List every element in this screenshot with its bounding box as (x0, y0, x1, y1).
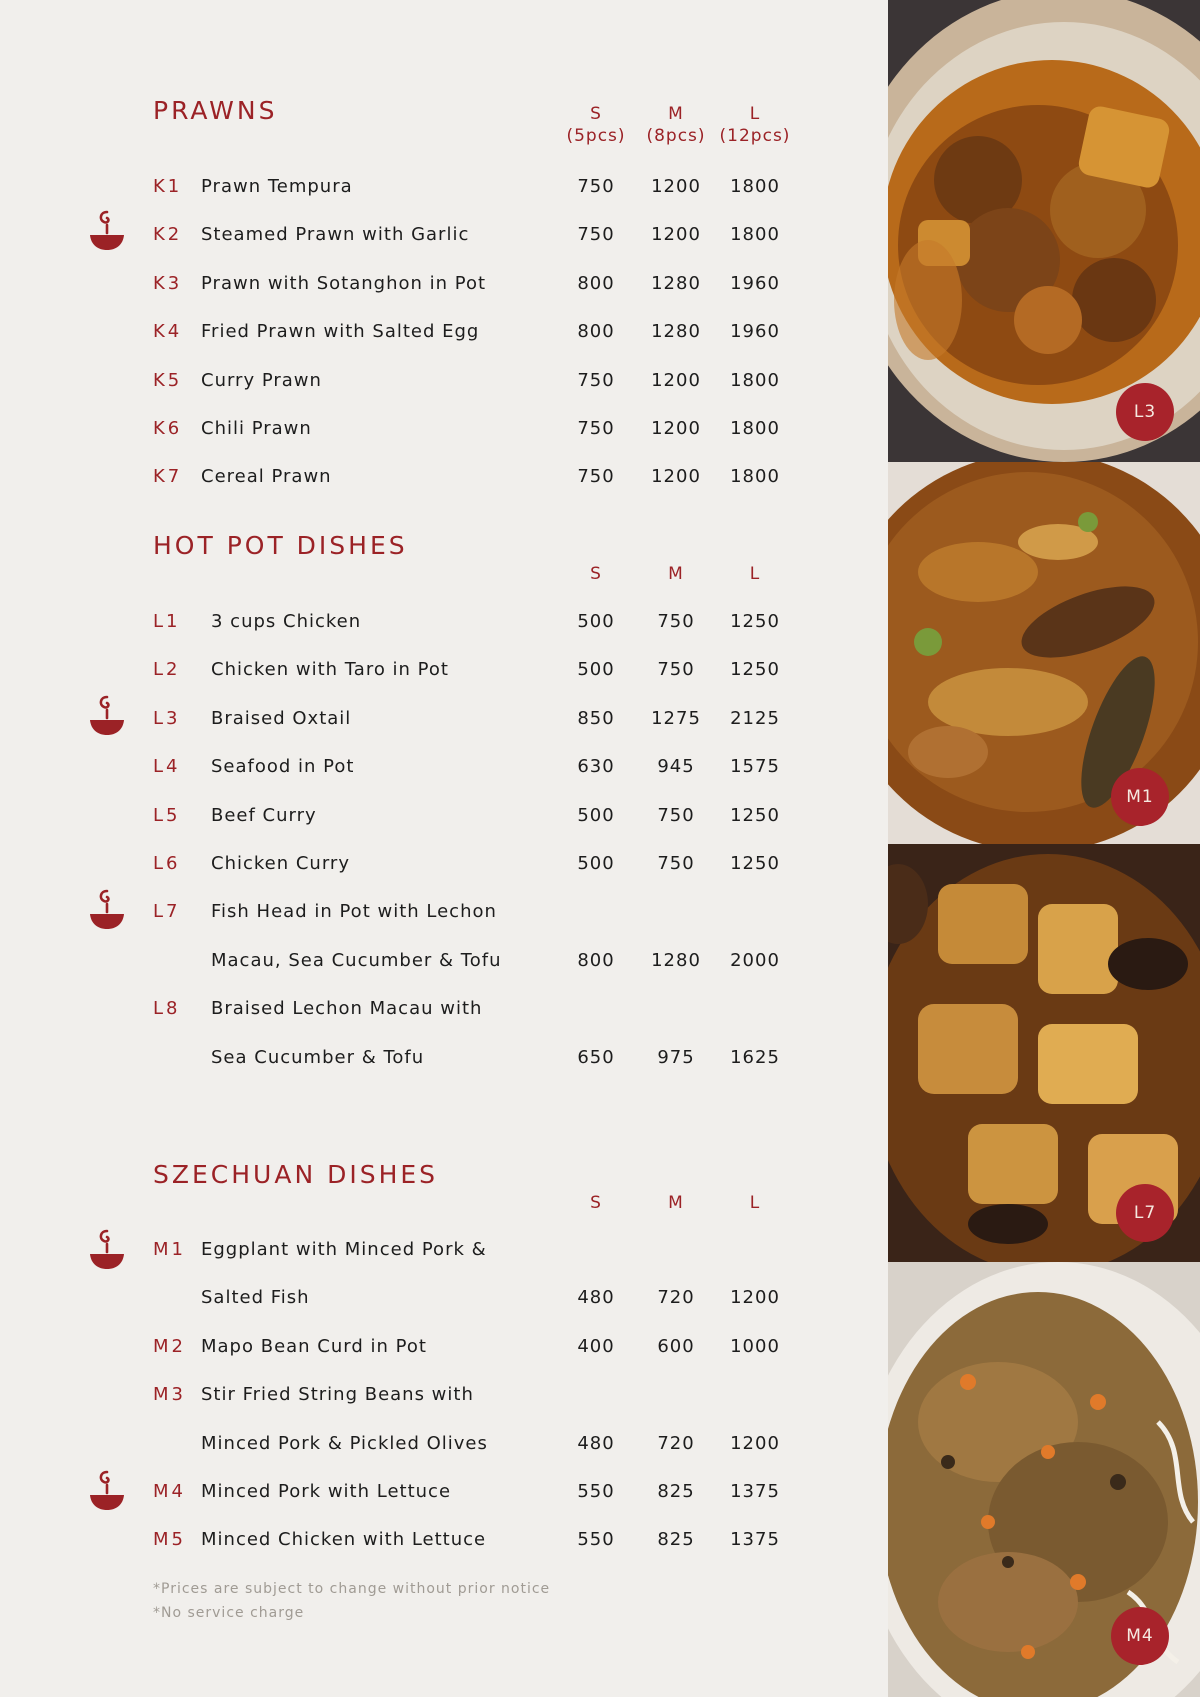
item-name: Minced Pork & Pickled Olives (201, 1432, 488, 1454)
size-header-l: L (749, 564, 761, 584)
item-code: M5 (153, 1529, 186, 1551)
menu-row (0, 897, 888, 927)
size-header-s: S (590, 564, 602, 584)
item-name: Stir Fried String Beans with (201, 1384, 474, 1406)
price-medium: 750 (657, 853, 695, 874)
item-code: L8 (153, 998, 181, 1020)
price-small: 500 (577, 611, 615, 632)
price-medium: 825 (657, 1481, 695, 1502)
size-header-s: S (590, 1193, 602, 1213)
menu-row (0, 1043, 888, 1073)
item-name: Macau, Sea Cucumber & Tofu (211, 949, 502, 971)
section-title-szechuan: SZECHUAN DISHES (153, 1160, 439, 1189)
size-header-s (551, 103, 641, 147)
menu-row (0, 946, 888, 976)
photo-strip (888, 0, 1200, 1697)
price-large: 1250 (730, 804, 780, 826)
price-small: 500 (577, 659, 615, 681)
item-code: K5 (153, 369, 183, 391)
menu-row (0, 317, 888, 347)
item-name: Prawn Tempura (201, 176, 353, 197)
item-code: M4 (153, 1481, 186, 1502)
menu-row (0, 1477, 888, 1507)
price-large: 2000 (730, 949, 780, 971)
item-name: Chicken with Taro in Pot (211, 659, 449, 681)
item-name: Braised Lechon Macau with (211, 998, 483, 1020)
price-small: 500 (577, 853, 615, 874)
size-header-l (710, 103, 800, 147)
price-large: 2125 (730, 707, 780, 729)
price-small: 400 (577, 1335, 615, 1357)
price-medium: 975 (657, 1046, 695, 1068)
item-name: Salted Fish (201, 1287, 310, 1309)
price-medium: 1200 (651, 224, 701, 246)
price-medium: 1200 (651, 418, 701, 439)
item-code: L1 (153, 611, 181, 632)
item-name: Seafood in Pot (211, 756, 355, 778)
price-small: 800 (577, 272, 615, 294)
steaming-bowl-icon (88, 887, 126, 933)
price-medium: 1280 (651, 321, 701, 343)
menu-row (0, 366, 888, 396)
price-medium: 720 (657, 1432, 695, 1454)
item-code: K4 (153, 321, 183, 343)
price-small: 550 (577, 1529, 615, 1551)
section-title-prawns: PRAWNS (153, 96, 278, 125)
price-large: 1250 (730, 611, 780, 632)
price-small: 750 (577, 466, 615, 488)
menu-row (0, 849, 888, 879)
price-medium: 600 (657, 1335, 695, 1357)
price-small: 480 (577, 1432, 615, 1454)
price-large: 1800 (730, 418, 780, 439)
item-name: Minced Pork with Lettuce (201, 1481, 452, 1502)
price-medium: 1280 (651, 949, 701, 971)
menu-row (0, 1283, 888, 1313)
eggplant-minced-pork-photo (888, 462, 1200, 844)
item-name: Sea Cucumber & Tofu (211, 1046, 425, 1068)
photo-badge: L3 (1116, 383, 1174, 441)
item-name: Chicken Curry (211, 853, 350, 874)
item-name: 3 cups Chicken (211, 611, 362, 632)
footnote-prices: *Prices are subject to change without prior notice (153, 1581, 551, 1597)
price-large: 1800 (730, 176, 780, 197)
item-code: M3 (153, 1384, 186, 1406)
piece-count: (5pcs) (566, 126, 626, 146)
price-large: 1800 (730, 466, 780, 488)
footnote-service: *No service charge (153, 1605, 305, 1621)
price-large: 1200 (730, 1287, 780, 1309)
price-medium: 1275 (651, 707, 701, 729)
price-small: 850 (577, 707, 615, 729)
item-code: L7 (153, 901, 181, 923)
item-name: Fish Head in Pot with Lechon (211, 901, 497, 923)
item-code: K3 (153, 272, 183, 294)
size-header-m (631, 103, 721, 147)
price-large: 1200 (730, 1432, 780, 1454)
item-code: L3 (153, 707, 181, 729)
item-name: Cereal Prawn (201, 466, 332, 488)
price-large: 1250 (730, 659, 780, 681)
menu-row (0, 462, 888, 492)
price-large: 1625 (730, 1046, 780, 1068)
steaming-bowl-icon (88, 693, 126, 739)
item-code: K2 (153, 224, 183, 246)
item-name: Fried Prawn with Salted Egg (201, 321, 480, 343)
price-medium: 750 (657, 659, 695, 681)
item-name: Mapo Bean Curd in Pot (201, 1335, 427, 1357)
price-medium: 1200 (651, 466, 701, 488)
menu-row (0, 1525, 888, 1555)
price-large: 1960 (730, 272, 780, 294)
item-code: K7 (153, 466, 183, 488)
steaming-bowl-icon (88, 1227, 126, 1273)
size-header-m: M (668, 1193, 684, 1213)
menu-row (0, 172, 888, 202)
price-medium: 1200 (651, 176, 701, 197)
item-name: Eggplant with Minced Pork & (201, 1239, 487, 1260)
section-title-hotpot: HOT POT DISHES (153, 531, 408, 560)
item-code: L2 (153, 659, 181, 681)
item-code: K1 (153, 176, 183, 197)
price-large: 1375 (730, 1481, 780, 1502)
size-header-l: L (749, 1193, 761, 1213)
item-name: Braised Oxtail (211, 707, 352, 729)
price-small: 750 (577, 224, 615, 246)
menu-row (0, 1380, 888, 1410)
menu-row (0, 1235, 888, 1265)
steaming-bowl-icon (88, 208, 126, 254)
price-large: 1250 (730, 853, 780, 874)
menu-row (0, 269, 888, 299)
menu-row (0, 1429, 888, 1459)
piece-count: (8pcs) (646, 126, 706, 146)
price-small: 480 (577, 1287, 615, 1309)
price-small: 650 (577, 1046, 615, 1068)
price-large: 1800 (730, 369, 780, 391)
price-small: 550 (577, 1481, 615, 1502)
menu-row (0, 414, 888, 444)
price-medium: 1280 (651, 272, 701, 294)
item-code: L4 (153, 756, 181, 778)
size-label: M (668, 104, 684, 124)
price-large: 1000 (730, 1335, 780, 1357)
item-code: L6 (153, 853, 181, 874)
price-small: 750 (577, 176, 615, 197)
price-large: 1375 (730, 1529, 780, 1551)
price-small: 750 (577, 369, 615, 391)
item-name: Steamed Prawn with Garlic (201, 224, 470, 246)
menu-row (0, 655, 888, 685)
photo-badge: M4 (1111, 1607, 1169, 1665)
price-small: 800 (577, 321, 615, 343)
size-label: L (749, 104, 761, 124)
price-small: 800 (577, 949, 615, 971)
piece-count: (12pcs) (719, 126, 791, 146)
price-large: 1575 (730, 756, 780, 778)
braised-oxtail-pot-photo (888, 0, 1200, 462)
item-code: L5 (153, 804, 181, 826)
price-medium: 720 (657, 1287, 695, 1309)
price-medium: 945 (657, 756, 695, 778)
price-large: 1800 (730, 224, 780, 246)
menu-row (0, 801, 888, 831)
item-name: Curry Prawn (201, 369, 322, 391)
price-medium: 750 (657, 804, 695, 826)
price-medium: 1200 (651, 369, 701, 391)
item-code: M2 (153, 1335, 186, 1357)
size-header-m: M (668, 564, 684, 584)
menu-row (0, 752, 888, 782)
menu-row (0, 1332, 888, 1362)
price-medium: 825 (657, 1529, 695, 1551)
steaming-bowl-icon (88, 1468, 126, 1514)
price-small: 750 (577, 418, 615, 439)
photo-badge: L7 (1116, 1184, 1174, 1242)
photo-badge: M1 (1111, 768, 1169, 826)
item-name: Prawn with Sotanghon in Pot (201, 272, 487, 294)
price-small: 500 (577, 804, 615, 826)
menu-row (0, 704, 888, 734)
minced-pork-lettuce-photo (888, 1262, 1200, 1697)
size-label: S (590, 104, 602, 124)
item-name: Minced Chicken with Lettuce (201, 1529, 487, 1551)
item-code: K6 (153, 418, 183, 439)
item-name: Chili Prawn (201, 418, 312, 439)
price-medium: 750 (657, 611, 695, 632)
menu-row (0, 220, 888, 250)
item-name: Beef Curry (211, 804, 317, 826)
menu-row (0, 607, 888, 637)
price-small: 630 (577, 756, 615, 778)
menu-row (0, 994, 888, 1024)
fish-head-pot-photo (888, 844, 1200, 1262)
item-code: M1 (153, 1239, 186, 1260)
price-large: 1960 (730, 321, 780, 343)
